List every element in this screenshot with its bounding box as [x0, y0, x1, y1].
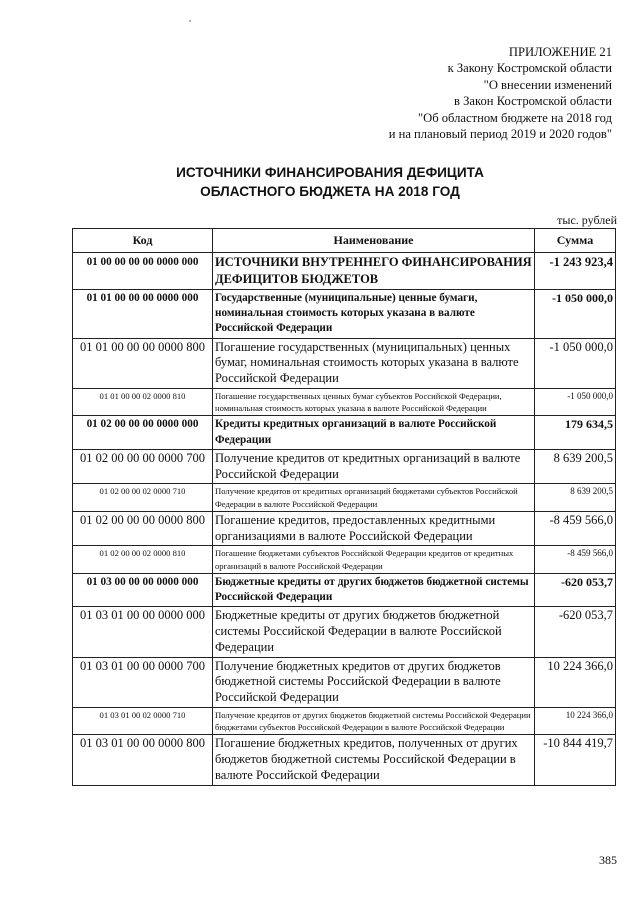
row-name: Погашение бюджетных кредитов, полученных от других бюджетов бюджетной системы Российской Федерации в валюте Российской Федерации	[213, 735, 535, 785]
appendix-line: к Закону Костромской области	[447, 61, 612, 76]
row-code: 01 00 00 00 00 0000 000	[73, 253, 213, 290]
row-sum: 8 639 200,5	[535, 449, 616, 484]
row-code: 01 01 00 00 02 0000 810	[73, 389, 213, 416]
row-name: Получение бюджетных кредитов от других бюджетов бюджетной системы Российской Федерации в валюте Российской Федерации	[213, 657, 535, 707]
row-sum: -8 459 566,0	[535, 511, 616, 546]
row-code: 01 03 01 00 00 0000 700	[73, 657, 213, 707]
appendix-line: в Закон Костромской области	[454, 94, 612, 109]
row-name: Погашение государственных (муниципальных) ценных бумаг, номинальная стоимость которых указана в валюте Российской Федерации	[213, 338, 535, 388]
row-code: 01 03 01 00 00 0000 000	[73, 607, 213, 657]
title-line-1: ИСТОЧНИКИ ФИНАНСИРОВАНИЯ ДЕФИЦИТА	[176, 165, 484, 180]
table-row	[73, 449, 616, 484]
row-sum: -10 844 419,7	[535, 735, 616, 785]
row-name: ИСТОЧНИКИ ВНУТРЕННЕГО ФИНАНСИРОВАНИЯ ДЕФИЦИТОВ БЮДЖЕТОВ	[213, 253, 535, 290]
row-sum: 179 634,5	[535, 416, 616, 449]
table-row	[73, 573, 616, 606]
table-row	[73, 607, 616, 657]
row-name: Получение кредитов от кредитных организаций бюджетами субъектов Российской Федерации в валюте Российской Федерации	[213, 484, 535, 511]
header-code: Код	[73, 229, 213, 253]
row-sum: -1 050 000,0	[535, 338, 616, 388]
row-name: Погашение государственных ценных бумаг субъектов Российской Федерации, номинальная стоимость которых указана в валюте Российской Федерации	[213, 389, 535, 416]
row-sum: -620 053,7	[535, 607, 616, 657]
row-sum: -1 050 000,0	[535, 290, 616, 339]
table-row	[73, 338, 616, 388]
table-row	[73, 735, 616, 785]
appendix-note	[232, 44, 612, 142]
header-name: Наименование	[213, 229, 535, 253]
table-row	[73, 546, 616, 573]
appendix-line: "Об областном бюджете на 2018 год	[417, 110, 612, 125]
units-label: тыс. рублей	[557, 213, 617, 227]
row-code: 01 02 00 00 00 0000 000	[73, 416, 213, 449]
appendix-line: и на плановый период 2019 и 2020 годов"	[388, 127, 612, 142]
table-row	[73, 511, 616, 546]
header-sum: Сумма	[535, 229, 616, 253]
page-number: 385	[599, 853, 617, 867]
row-name: Получение кредитов от кредитных организаций в валюте Российской Федерации	[213, 449, 535, 484]
row-name: Кредиты кредитных организаций в валюте Российской Федерации	[213, 416, 535, 449]
row-sum: -1 243 923,4	[535, 253, 616, 290]
table-row	[73, 657, 616, 707]
row-name: Погашение кредитов, предоставленных кредитными организациями в валюте Российской Федерации	[213, 511, 535, 546]
row-code: 01 01 00 00 00 0000 800	[73, 338, 213, 388]
row-name: Бюджетные кредиты от других бюджетов бюджетной системы Российской Федерации	[213, 573, 535, 606]
row-code: 01 02 00 00 00 0000 700	[73, 449, 213, 484]
document-title	[60, 163, 600, 201]
row-code: 01 03 00 00 00 0000 000	[73, 573, 213, 606]
row-code: 01 01 00 00 00 0000 000	[73, 290, 213, 339]
row-code: 01 03 01 00 02 0000 710	[73, 708, 213, 735]
table-row	[73, 484, 616, 511]
row-name: Получение кредитов от других бюджетов бюджетной системы Российской Федерации бюджетами субъектов Российской Федерации в валюте Российской Федерации	[213, 708, 535, 735]
row-code: 01 02 00 00 02 0000 810	[73, 546, 213, 573]
table-row	[73, 253, 616, 290]
appendix-line: "О внесении изменений	[483, 77, 612, 92]
table-row	[73, 290, 616, 339]
scan-speck	[189, 20, 191, 22]
appendix-line: ПРИЛОЖЕНИЕ 21	[508, 45, 612, 59]
table-row	[73, 389, 616, 416]
row-code: 01 02 00 00 02 0000 710	[73, 484, 213, 511]
table-header-row	[73, 229, 616, 253]
row-sum: -1 050 000,0	[535, 389, 616, 416]
row-code: 01 02 00 00 00 0000 800	[73, 511, 213, 546]
row-sum: -620 053,7	[535, 573, 616, 606]
table-row	[73, 708, 616, 735]
row-sum: 10 224 366,0	[535, 657, 616, 707]
row-sum: 8 639 200,5	[535, 484, 616, 511]
row-sum: 10 224 366,0	[535, 708, 616, 735]
financing-sources-table	[72, 228, 616, 786]
row-name: Погашение бюджетами субъектов Российской Федерации кредитов от кредитных организаций в валюте Российской Федерации	[213, 546, 535, 573]
row-name: Бюджетные кредиты от других бюджетов бюджетной системы Российской Федерации в валюте Российской Федерации	[213, 607, 535, 657]
row-name: Государственные (муниципальные) ценные бумаги, номинальная стоимость которых указана в валюте Российской Федерации	[213, 290, 535, 339]
table-row	[73, 416, 616, 449]
title-line-2: ОБЛАСТНОГО БЮДЖЕТА НА 2018 ГОД	[200, 184, 460, 199]
row-sum: -8 459 566,0	[535, 546, 616, 573]
row-code: 01 03 01 00 00 0000 800	[73, 735, 213, 785]
